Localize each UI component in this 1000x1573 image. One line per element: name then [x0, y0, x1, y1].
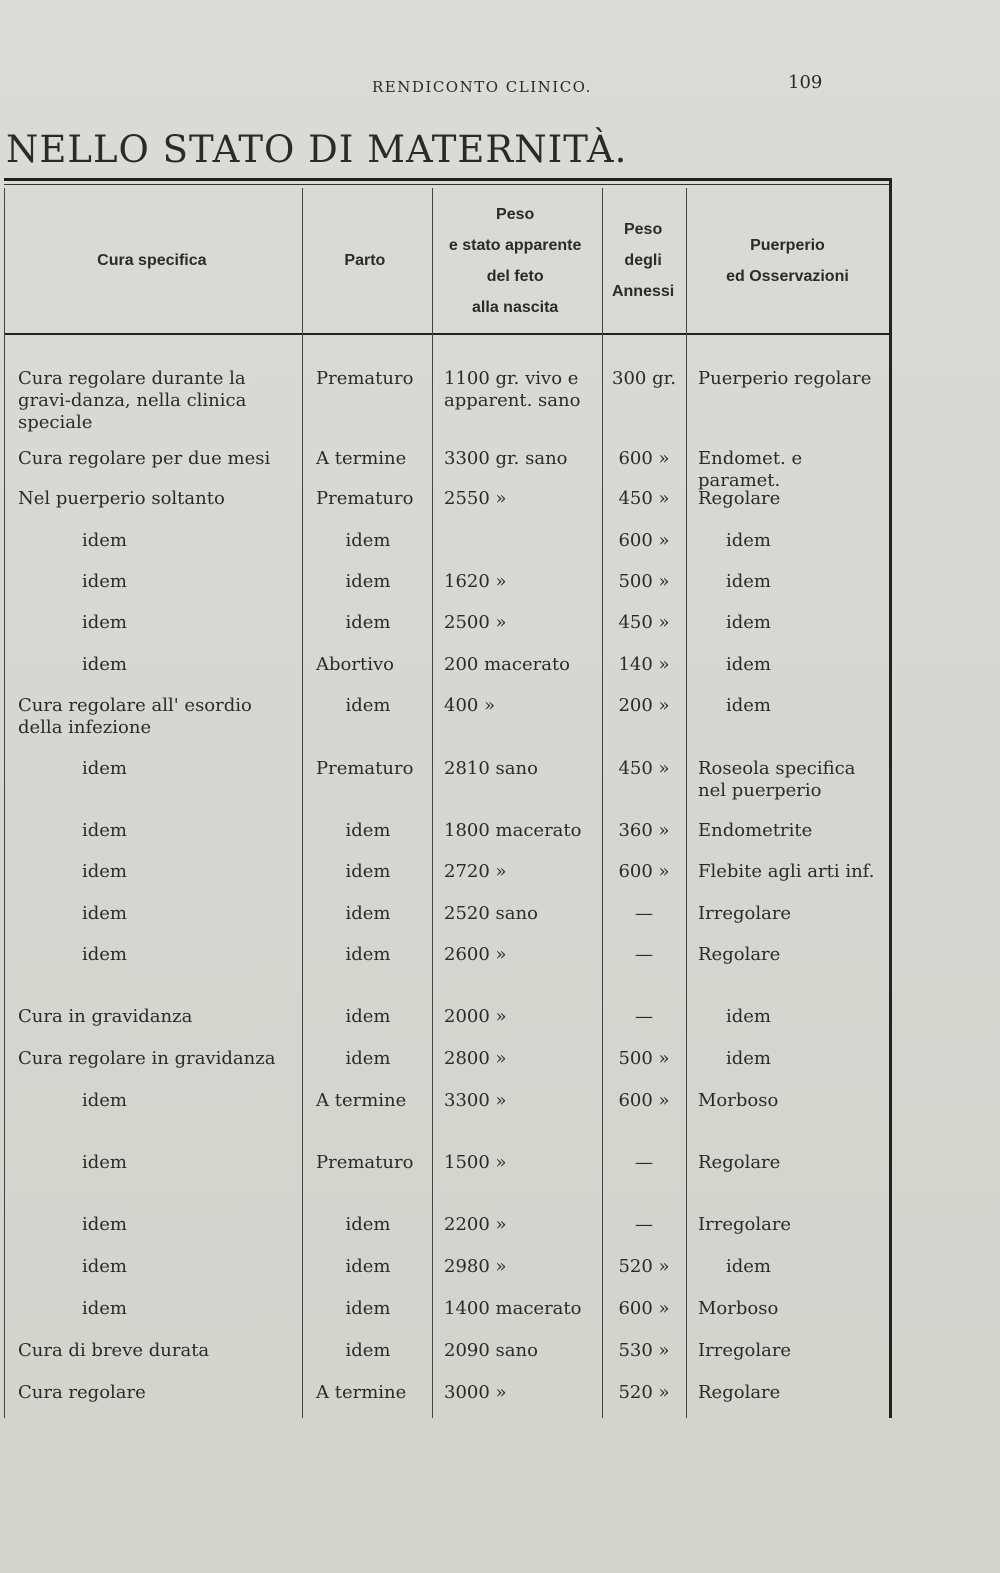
cell-peso-feto: 3000 »	[444, 1382, 507, 1403]
cell-parto: idem	[345, 944, 391, 965]
cell-peso-annessi: 450 »	[618, 612, 670, 633]
cell-peso-annessi: 600 »	[618, 1090, 670, 1111]
cell-parto: idem	[345, 695, 391, 716]
cell-peso-feto: 1500 »	[444, 1152, 507, 1173]
cell-cura: idem	[82, 861, 127, 882]
cell-parto: A termine	[316, 1382, 407, 1403]
cell-peso-annessi: —	[635, 944, 653, 965]
cell-parto: idem	[345, 1340, 391, 1361]
column-header-puerperio: Puerperio ed Osservazioni	[726, 236, 849, 285]
cell-parto: Prematuro	[316, 368, 414, 389]
cell-puerperio: Endometrite	[698, 820, 813, 841]
cell-peso-annessi: 520 »	[618, 1382, 670, 1403]
cell-cura: idem	[82, 654, 127, 675]
cell-puerperio: idem	[726, 1048, 771, 1069]
cell-cura: idem	[82, 944, 127, 965]
cell-peso-annessi: 450 »	[618, 758, 670, 779]
cell-peso-feto: 1100 gr. vivo e apparent. sano	[444, 368, 581, 411]
cell-parto: idem	[345, 903, 391, 924]
cell-parto: A termine	[316, 1090, 407, 1111]
cell-peso-feto: 3300 gr. sano	[444, 448, 568, 469]
cell-peso-annessi: 200 »	[618, 695, 670, 716]
table-header	[4, 188, 889, 333]
cell-cura: idem	[82, 1152, 127, 1173]
page-number: 109	[788, 72, 823, 93]
cell-peso-feto: 2200 »	[444, 1214, 507, 1235]
cell-parto: idem	[345, 1214, 391, 1235]
cell-peso-feto: 2550 »	[444, 488, 507, 509]
cell-peso-feto: 3300 »	[444, 1090, 507, 1111]
cell-peso-feto: 1800 macerato	[444, 820, 582, 841]
cell-peso-annessi: —	[635, 903, 653, 924]
cell-cura: idem	[82, 1298, 127, 1319]
cell-parto: Prematuro	[316, 488, 414, 509]
cell-peso-feto: 2520 sano	[444, 903, 538, 924]
cell-cura: Nel puerperio soltanto	[18, 488, 225, 509]
cell-puerperio: idem	[726, 530, 771, 551]
cell-peso-feto: 1400 macerato	[444, 1298, 582, 1319]
cell-puerperio: Endomet. e paramet.	[698, 448, 803, 491]
cell-peso-feto: 2090 sano	[444, 1340, 538, 1361]
cell-peso-feto: 200 macerato	[444, 654, 571, 675]
cell-peso-annessi: 500 »	[618, 571, 670, 592]
cell-cura: idem	[82, 1256, 127, 1277]
cell-cura: idem	[82, 1214, 127, 1235]
cell-peso-feto: 400 »	[444, 695, 496, 716]
cell-peso-feto: 2980 »	[444, 1256, 507, 1277]
cell-peso-feto: 2810 sano	[444, 758, 538, 779]
column-divider	[686, 188, 687, 1418]
cell-peso-annessi: 300 gr.	[612, 368, 676, 389]
table-right-rule	[889, 178, 892, 1418]
table-top-rule-thin	[4, 184, 892, 185]
cell-peso-feto: 2720 »	[444, 861, 507, 882]
running-header: RENDICONTO CLINICO.	[372, 78, 592, 96]
cell-cura: idem	[82, 903, 127, 924]
cell-peso-feto: 2000 »	[444, 1006, 507, 1027]
cell-peso-annessi: 500 »	[618, 1048, 670, 1069]
cell-parto: idem	[345, 612, 391, 633]
cell-puerperio: Irregolare	[698, 903, 792, 924]
cell-parto: Prematuro	[316, 1152, 414, 1173]
header-bottom-rule	[4, 333, 892, 335]
cell-puerperio: idem	[726, 695, 771, 716]
cell-puerperio: idem	[726, 571, 771, 592]
cell-puerperio: Morboso	[698, 1090, 779, 1111]
cell-cura: Cura regolare	[18, 1382, 146, 1403]
cell-parto: Abortivo	[316, 654, 394, 675]
cell-puerperio: Regolare	[698, 1152, 781, 1173]
column-header-peso-annessi: Peso degli Annessi	[611, 221, 675, 300]
cell-parto: idem	[345, 861, 391, 882]
cell-cura: Cura regolare per due mesi	[18, 448, 271, 469]
cell-puerperio: Morboso	[698, 1298, 779, 1319]
cell-peso-annessi: 520 »	[618, 1256, 670, 1277]
cell-puerperio: Puerperio regolare	[698, 368, 872, 389]
cell-peso-annessi: 360 »	[618, 820, 670, 841]
column-divider	[4, 188, 5, 1418]
cell-parto: idem	[345, 571, 391, 592]
cell-cura: idem	[82, 1090, 127, 1111]
cell-parto: Prematuro	[316, 758, 414, 779]
cell-puerperio: Regolare	[698, 1382, 781, 1403]
cell-peso-annessi: —	[635, 1152, 653, 1173]
cell-puerperio: idem	[726, 612, 771, 633]
cell-peso-annessi: 140 »	[618, 654, 670, 675]
cell-puerperio: Irregolare	[698, 1214, 792, 1235]
cell-cura: idem	[82, 612, 127, 633]
cell-peso-feto: 2600 »	[444, 944, 507, 965]
cell-puerperio: Regolare	[698, 488, 781, 509]
cell-peso-feto: 1620 »	[444, 571, 507, 592]
cell-cura: idem	[82, 758, 127, 779]
column-header-peso-feto: Peso e stato apparente del feto alla nascita	[448, 205, 582, 316]
column-header-cura: Cura specifica	[97, 252, 207, 269]
cell-parto: idem	[345, 1048, 391, 1069]
cell-peso-feto: 2800 »	[444, 1048, 507, 1069]
cell-peso-annessi: 600 »	[618, 1298, 670, 1319]
cell-peso-annessi: —	[635, 1006, 653, 1027]
cell-parto: idem	[345, 530, 391, 551]
section-title: NELLO STATO DI MATERNITÀ.	[6, 128, 628, 171]
cell-cura: Cura in gravidanza	[18, 1006, 193, 1027]
cell-cura: Cura di breve durata	[18, 1340, 210, 1361]
cell-puerperio: idem	[726, 1256, 771, 1277]
cell-cura: idem	[82, 571, 127, 592]
cell-peso-annessi: 600 »	[618, 448, 670, 469]
cell-cura: Cura regolare durante la gravi-danza, nella clinica speciale	[18, 368, 247, 433]
cell-puerperio: Irregolare	[698, 1340, 792, 1361]
cell-peso-annessi: —	[635, 1214, 653, 1235]
cell-peso-annessi: 600 »	[618, 530, 670, 551]
cell-cura: idem	[82, 820, 127, 841]
table-top-rule	[4, 178, 892, 181]
column-header-parto: Parto	[344, 252, 386, 269]
cell-cura: Cura regolare all' esordio della infezione	[18, 695, 252, 738]
cell-peso-annessi: 450 »	[618, 488, 670, 509]
cell-peso-feto: 2500 »	[444, 612, 507, 633]
cell-puerperio: Flebite agli arti inf.	[698, 861, 875, 882]
cell-cura: Cura regolare in gravidanza	[18, 1048, 276, 1069]
cell-peso-annessi: 600 »	[618, 861, 670, 882]
cell-puerperio: idem	[726, 654, 771, 675]
cell-parto: idem	[345, 1256, 391, 1277]
cell-parto: idem	[345, 1298, 391, 1319]
cell-parto: idem	[345, 820, 391, 841]
cell-puerperio: Regolare	[698, 944, 781, 965]
cell-parto: A termine	[316, 448, 407, 469]
cell-parto: idem	[345, 1006, 391, 1027]
cell-peso-annessi: 530 »	[618, 1340, 670, 1361]
cell-cura: idem	[82, 530, 127, 551]
cell-puerperio: idem	[726, 1006, 771, 1027]
cell-puerperio: Roseola specifica nel puerperio	[698, 758, 856, 801]
